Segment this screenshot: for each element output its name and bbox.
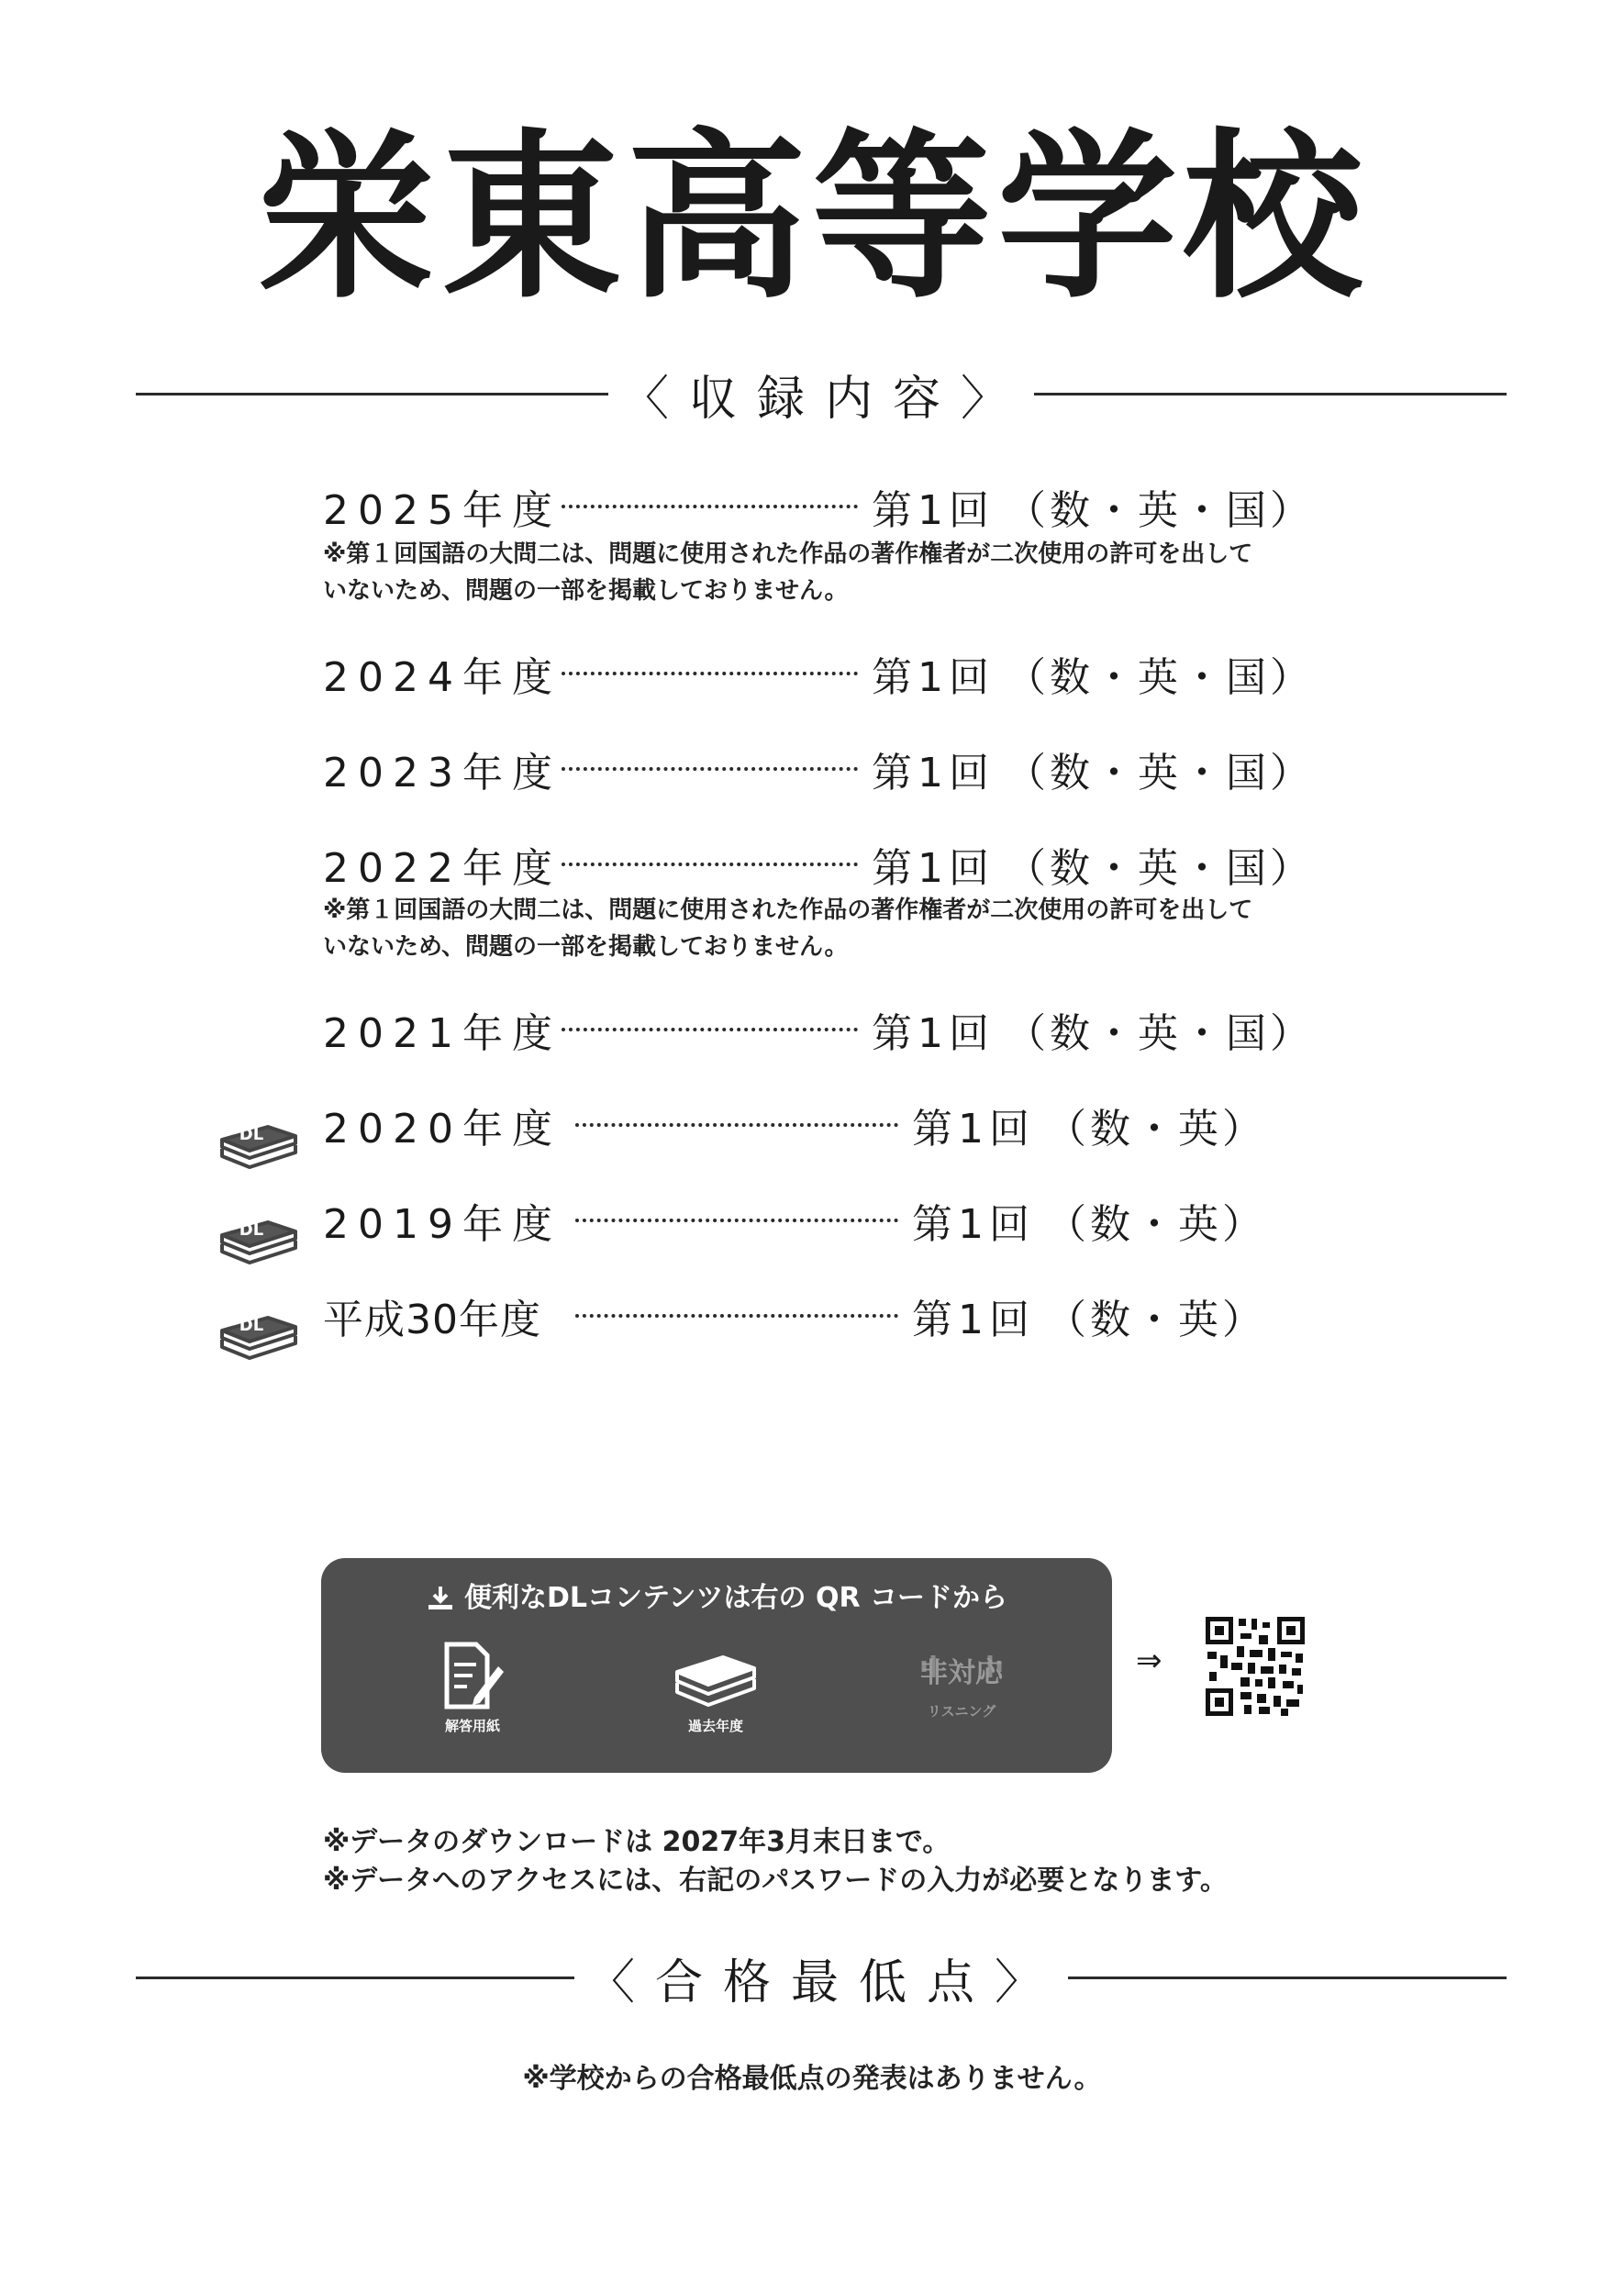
entry-subjects: （数・英・国） xyxy=(1006,845,1314,892)
past-years-tile xyxy=(651,1641,780,1735)
download-icon xyxy=(426,1585,455,1612)
entry-subjects: （数・英） xyxy=(1046,1106,1266,1153)
data-password-note: ※データへのアクセスには、右記のパスワードの入力が必要となります。 xyxy=(323,1865,1228,1897)
entry-year: 2024年度 xyxy=(323,654,562,701)
entry-year: 2022年度 xyxy=(323,845,562,892)
leader-dots xyxy=(575,1219,898,1222)
divider-left xyxy=(136,1977,574,1979)
entry-subjects: （数・英・国） xyxy=(1006,487,1314,534)
entry-round: 第1回 xyxy=(872,487,995,534)
answer-sheet-caption: 解答用紙 xyxy=(444,1718,500,1734)
data-download-note: ※データのダウンロードは 2027年3月末日まで。 xyxy=(323,1826,951,1858)
dl-content-panel xyxy=(321,1558,1112,1773)
svg-text:DL: DL xyxy=(239,1220,264,1240)
arrow-to-qr: ⇒ xyxy=(1136,1643,1162,1679)
leader-dots xyxy=(562,505,858,508)
entry-round: 第1回 xyxy=(912,1297,1035,1343)
entry-subjects: （数・英・国） xyxy=(1006,750,1314,796)
entry-subjects: （数・英） xyxy=(1046,1297,1266,1343)
entry-note-line: ※第１回国語の大問二は、問題に使用された作品の著作権者が二次使用の許可を出して xyxy=(323,896,1253,924)
leader-dots xyxy=(562,767,858,771)
entry-round: 第1回 xyxy=(872,750,995,796)
entry-round: 第1回 xyxy=(872,845,995,892)
entry-round: 第1回 xyxy=(912,1106,1035,1153)
min-score-note: ※学校からの合格最低点の発表はありません。 xyxy=(522,2063,1102,2095)
book-stack-icon xyxy=(672,1641,760,1712)
divider-right xyxy=(1034,393,1507,395)
past-years-caption: 過去年度 xyxy=(687,1718,743,1734)
qr-code-icon[interactable] xyxy=(1204,1615,1307,1718)
entry-row xyxy=(323,1096,1314,1154)
entry-note-line: いないため、問題の一部を掲載しておりません。 xyxy=(323,933,849,961)
leader-dots xyxy=(575,1314,898,1318)
listening-tile xyxy=(897,1641,1026,1720)
svg-text:DL: DL xyxy=(239,1125,264,1144)
entry-year: 2019年度 xyxy=(323,1201,562,1248)
dl-panel-title xyxy=(321,1575,1112,1615)
listening-caption: リスニング xyxy=(927,1703,996,1720)
contents-section-label: 〈収録内容〉 xyxy=(621,372,1029,427)
entry-row xyxy=(323,835,1314,894)
dl-panel-title-text: 便利なDLコンテンツは右の QR コードから xyxy=(463,1582,1007,1614)
entry-year: 2025年度 xyxy=(323,487,562,534)
entry-note-line: いないため、問題の一部を掲載しておりません。 xyxy=(323,577,849,605)
leader-dots xyxy=(562,1028,858,1031)
entry-round: 第1回 xyxy=(912,1201,1035,1248)
entry-year: 2023年度 xyxy=(323,750,562,796)
leader-dots xyxy=(575,1123,898,1127)
min-score-section-header xyxy=(136,1943,1507,2012)
divider-left xyxy=(136,393,608,395)
entry-year: 2021年度 xyxy=(323,1010,562,1057)
entry-row xyxy=(323,1000,1314,1059)
not-supported-badge: 非対応 xyxy=(920,1657,1003,1689)
entry-row xyxy=(323,644,1314,703)
divider-right xyxy=(1068,1977,1507,1979)
answer-sheet-icon xyxy=(439,1641,506,1712)
entry-row xyxy=(323,1286,1314,1345)
entry-year: 2020年度 xyxy=(323,1106,562,1153)
entry-year: 平成30年度 xyxy=(323,1297,541,1343)
contents-section-header xyxy=(136,360,1507,429)
entry-round: 第1回 xyxy=(872,654,995,701)
entry-note-line: ※第１回国語の大問二は、問題に使用された作品の著作権者が二次使用の許可を出して xyxy=(323,540,1253,568)
dl-book-icon xyxy=(215,1195,301,1264)
svg-text:DL: DL xyxy=(239,1316,264,1335)
entry-note xyxy=(323,536,1332,609)
entry-row xyxy=(323,1191,1314,1250)
answer-sheet-tile xyxy=(408,1641,537,1735)
leader-dots xyxy=(562,863,858,866)
dl-book-icon xyxy=(215,1099,301,1169)
entry-subjects: （数・英） xyxy=(1046,1201,1266,1248)
dl-book-icon xyxy=(215,1290,301,1360)
school-title: 栄東高等学校 xyxy=(255,114,1368,323)
leader-dots xyxy=(562,672,858,675)
entry-subjects: （数・英・国） xyxy=(1006,654,1314,701)
entry-row xyxy=(323,740,1314,798)
min-score-section-label: 〈合格最低点〉 xyxy=(587,1955,1063,2010)
entry-subjects: （数・英・国） xyxy=(1006,1010,1314,1057)
entry-round: 第1回 xyxy=(872,1010,995,1057)
entry-note xyxy=(323,892,1332,965)
entry-row xyxy=(323,477,1314,536)
